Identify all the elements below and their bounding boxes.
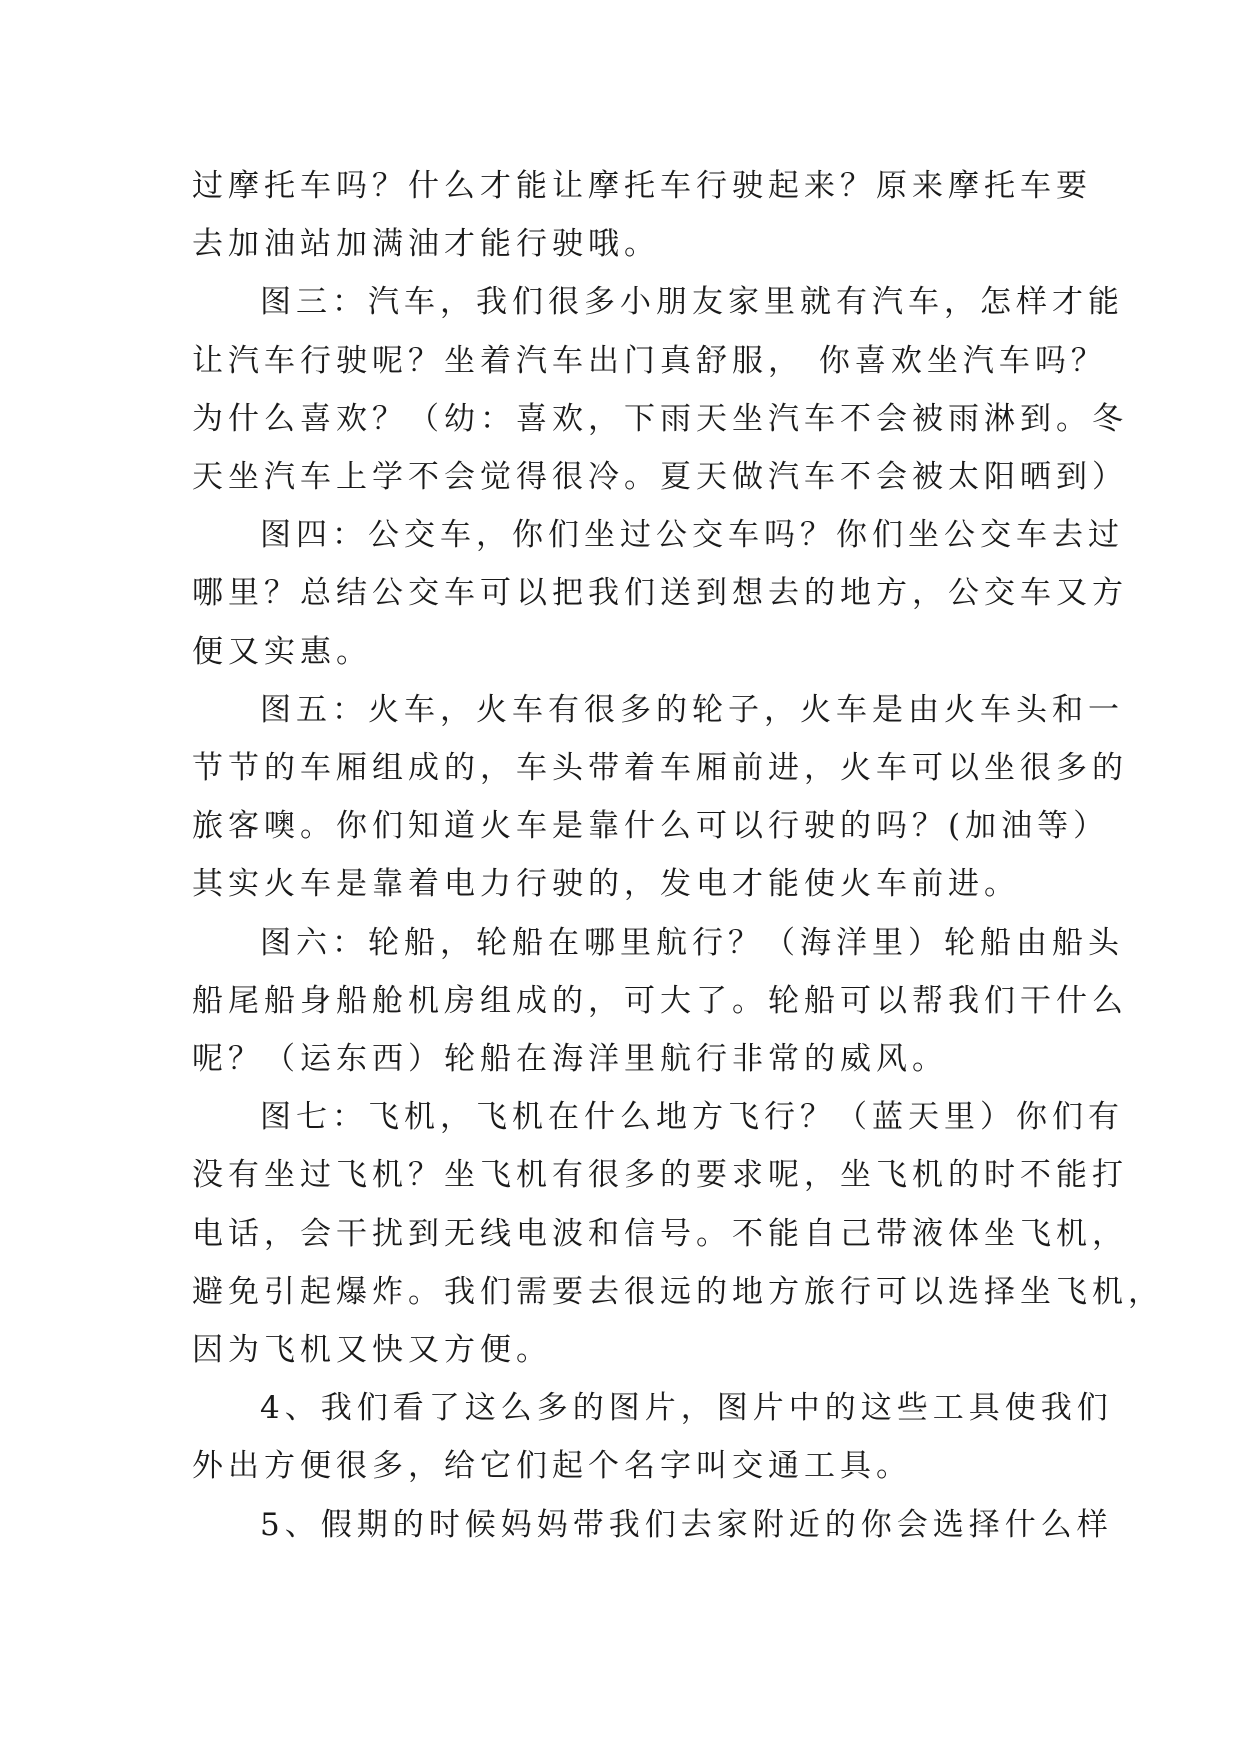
paragraph-step-5 [192,1496,1113,1554]
text-line: 哪里？总结公交车可以把我们送到想去的地方，公交车又方 [192,575,1128,612]
text-line: 图五：火车，火车有很多的轮子，火车是由火车头和一 [260,691,1124,728]
text-line: 5、假期的时候妈妈带我们去家附近的你会选择什么样 [260,1506,1113,1543]
text-line: 节节的车厢组成的，车头带着车厢前进，火车可以坐很多的 [192,750,1128,787]
paragraph-airplane [192,1088,1164,1379]
text-line: 去加油站加满油才能行驶哦。 [192,226,660,263]
text-line: 因为飞机又快又方便。 [192,1332,552,1369]
text-line: 外出方便很多，给它们起个名字叫交通工具。 [192,1448,912,1485]
text-line: 4、我们看了这么多的图片，图片中的这些工具使我们 [260,1390,1113,1427]
paragraph-ship [192,914,1128,1089]
paragraph-step-4 [192,1379,1113,1495]
text-line: 电话，会干扰到无线电波和信号。不能自己带液体坐飞机， [192,1215,1128,1252]
text-line: 其实火车是靠着电力行驶的，发电才能使火车前进。 [192,866,1020,903]
text-line: 呢？（运东西）轮船在海洋里航行非常的威风。 [192,1041,948,1078]
text-line: 图三：汽车，我们很多小朋友家里就有汽车，怎样才能 [260,284,1124,321]
text-line: 没有坐过飞机？坐飞机有很多的要求呢，坐飞机的时不能打 [192,1157,1128,1194]
text-line: 便又实惠。 [192,633,372,670]
text-line: 为什么喜欢？（幼：喜欢，下雨天坐汽车不会被雨淋到。冬 [192,400,1128,437]
paragraph-motorcycle-continued [192,157,1092,273]
text-line: 避免引起爆炸。我们需要去很远的地方旅行可以选择坐飞机， [192,1273,1164,1310]
paragraph-bus [192,506,1128,681]
text-line: 图四：公交车，你们坐过公交车吗？你们坐公交车去过 [260,517,1124,554]
text-line: 图七：飞机，飞机在什么地方飞行？（蓝天里）你们有 [260,1099,1124,1136]
text-line: 旅客噢。你们知道火车是靠什么可以行驶的吗？(加油等） [192,808,1110,845]
paragraph-car [192,273,1128,506]
text-line: 过摩托车吗？什么才能让摩托车行驶起来？原来摩托车要 [192,168,1092,204]
text-line: 天坐汽车上学不会觉得很冷。夏天做汽车不会被太阳晒到） [192,459,1128,496]
document-body [192,157,1164,1554]
paragraph-train [192,681,1128,914]
text-line: 图六：轮船，轮船在哪里航行？（海洋里）轮船由船头 [260,924,1124,961]
text-line: 船尾船身船舱机房组成的，可大了。轮船可以帮我们干什么 [192,982,1128,1019]
text-line: 让汽车行驶呢？坐着汽车出门真舒服， 你喜欢坐汽车吗？ [192,342,1107,379]
